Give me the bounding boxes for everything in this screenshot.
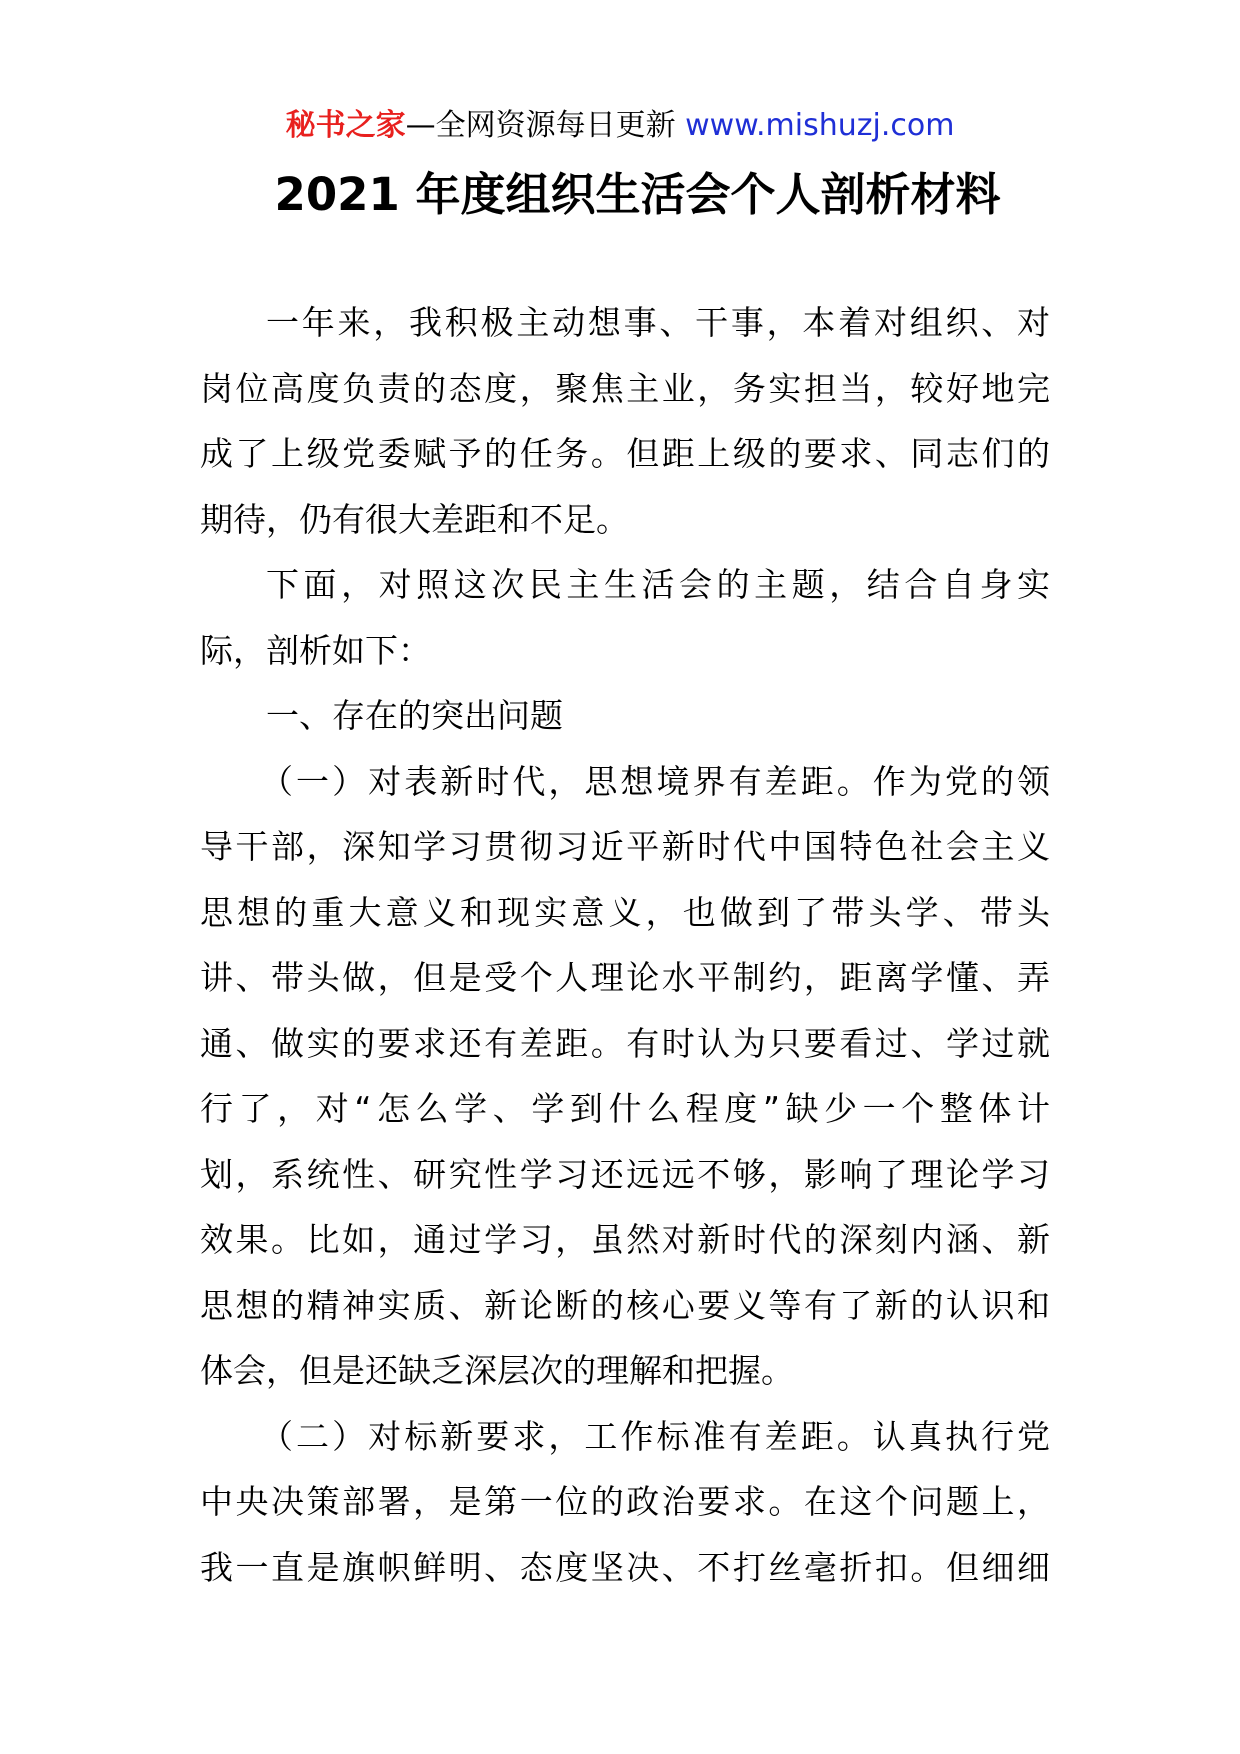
body-line: 一年来，我积极主动想事、干事，本着对组织、对 (266, 303, 1050, 342)
document-body (200, 290, 1050, 1600)
body-line: 导干部，深知学习贯彻习近平新时代中国特色社会主义 (200, 827, 1050, 866)
body-line: 岗位高度负责的态度，聚焦主业，务实担当，较好地完 (200, 368, 1050, 408)
body-line: 我一直是旗帜鲜明、态度坚决、不打丝毫折扣。但细细 (200, 1547, 1050, 1587)
body-line: 行了，对“怎么学、学到什么程度”缺少一个整体计 (200, 1089, 1050, 1128)
site-header (0, 100, 1240, 152)
body-line: 讲、带头做，但是受个人理论水平制约，距离学懂、弄 (200, 958, 1050, 997)
document-title: 2021 年度组织生活会个人剖析材料 (274, 168, 1001, 221)
body-line: 思想的重大意义和现实意义，也做到了带头学、带头 (200, 892, 1050, 932)
body-line: 际，剖析如下： (200, 630, 431, 670)
header-tagline: —全网资源每日更新 (405, 108, 676, 143)
brand-name: 秘书之家 (285, 108, 406, 143)
body-line: 通、做实的要求还有差距。有时认为只要看过、学过就 (200, 1023, 1050, 1063)
body-line: （二）对标新要求，工作标准有差距。认真执行党 (260, 1416, 1050, 1456)
body-line: 体会，但是还缺乏深层次的理解和把握。 (200, 1351, 794, 1390)
body-line: 划，系统性、研究性学习还远远不够，影响了理论学习 (200, 1154, 1050, 1194)
body-line: 效果。比如，通过学习，虽然对新时代的深刻内涵、新 (200, 1220, 1050, 1259)
site-url-link[interactable]: www.mishuzj.com (685, 108, 955, 143)
section-heading: 一、存在的突出问题 (266, 696, 563, 735)
body-line: 期待，仍有很大差距和不足。 (200, 499, 629, 539)
body-line: 下面，对照这次民主生活会的主题，结合自身实 (266, 565, 1050, 604)
body-line: 成了上级党委赋予的任务。但距上级的要求、同志们的 (200, 434, 1050, 473)
body-line: 中央决策部署，是第一位的政治要求。在这个问题上， (200, 1482, 1050, 1521)
body-line: （一）对表新时代，思想境界有差距。作为党的领 (260, 761, 1050, 801)
body-line: 思想的精神实质、新论断的核心要义等有了新的认识和 (200, 1285, 1050, 1325)
